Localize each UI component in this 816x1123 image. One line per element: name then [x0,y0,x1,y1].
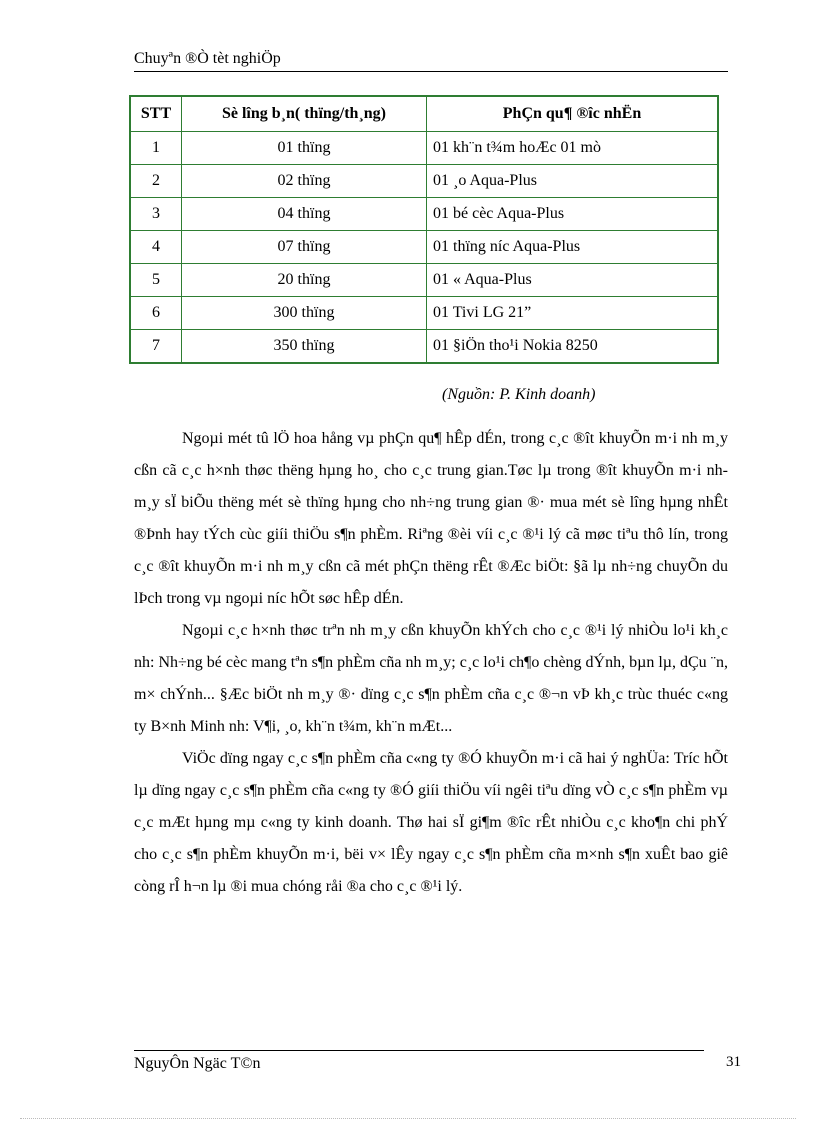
column-header-stt: STT [130,96,182,132]
cell-stt: 6 [130,297,182,330]
table-row [130,165,718,198]
cell-quantity: 07 thïng [182,231,427,264]
footer-divider [134,1050,704,1051]
page-bottom-dotted-line [20,1118,796,1119]
header-divider [134,71,728,72]
cell-quantity: 350 thïng [182,330,427,364]
column-header-quantity: Sè lîng b¸n( thïng/th¸ng) [182,96,427,132]
header-title: Chuyªn ®Ò tèt nghiÖp [134,50,281,67]
cell-quantity: 02 thïng [182,165,427,198]
cell-stt: 5 [130,264,182,297]
table-row [130,231,718,264]
cell-prize: 01 bé cèc Aqua-Plus [427,198,719,231]
table-source-note: (Nguồn: P. Kinh doanh) [442,386,596,403]
page-header [134,50,728,68]
cell-prize: 01 kh¨n t¾m hoÆc 01 mò [427,132,719,165]
table-row [130,264,718,297]
paragraph: Ngoµi mét tû lÖ hoa hång vµ phÇn qu¶ hÊp dÉn, trong c¸c ®ît khuyÕn m·i nh m¸y cßn cã c¸c h×nh thøc thëng hµng ho¸ cho c¸c trung gian.Tøc lµ trong ®ît khuyÕn m·i nh m¸y sÏ biÕu thëng mét sè thïng hµng cho nh÷ng trung gian ®· mua mét sè lîng hµng nhÊt ®Þnh hay tÝch cùc giíi thiÖu s¶n phÈm. Riªng ®èi víi c¸c ®¹i lý cã møc tiªu thô lín, trong c¸c ®ît khuyÕn m·i nh m¸y cßn cã mét phÇn thëng rÊt ®Æc biÖt: §ã lµ nh÷ng chuyÕn du lÞch trong vµ ngoµi níc hÕt søc hÊp dÉn. [134,430,728,607]
prize-table-container [129,95,719,364]
table-row [130,330,718,364]
cell-quantity: 20 thïng [182,264,427,297]
cell-stt: 3 [130,198,182,231]
cell-stt: 4 [130,231,182,264]
cell-prize: 01 ¸o Aqua-Plus [427,165,719,198]
column-header-prize: PhÇn qu¶ ®îc nhËn [427,96,719,132]
cell-prize: 01 « Aqua-Plus [427,264,719,297]
paragraph: ViÖc dïng ngay c¸c s¶n phÈm cña c«ng ty ®Ó khuyÕn m·i cã hai ý nghÜa: Tríc hÕt lµ dïng ngay c¸c s¶n phÈm cña c«ng ty ®Ó giíi thiÖu víi ngêi tiªu dïng vÒ c¸c s¶n phÈm vµ c¸c mÆt hµng mµ c«ng ty kinh doanh. Thø hai sÏ gi¶m ®îc rÊt nhiÒu c¸c kho¶n chi phÝ cho c¸c s¶n phÈm khuyÕn m·i, bëi v× lÊy ngay c¸c s¶n phÈm cña m×nh s¶n xuÊt bao giê còng rÎ h¬n lµ ®i mua chóng råi ®a cho c¸c ®¹i lý. [134,750,728,895]
cell-prize: 01 Tivi LG 21” [427,297,719,330]
cell-quantity: 01 thïng [182,132,427,165]
footer-author: NguyÔn Ngäc T©n [134,1055,261,1072]
page-number: 31 [726,1054,741,1070]
table-row [130,198,718,231]
cell-stt: 1 [130,132,182,165]
body-text [134,423,728,903]
cell-stt: 2 [130,165,182,198]
paragraph: Ngoµi c¸c h×nh thøc trªn nh m¸y cßn khuyÕn khÝch cho c¸c ®¹i lý nhiÒu lo¹i kh¸c nh: Nh÷ng bé cèc mang tªn s¶n phÈm cña nh m¸y; c¸c lo¹i ch¶o chèng dÝnh, bµn lµ, dÇu ¨n, m× chÝnh... §Æc biÖt nh m¸y ®· dïng c¸c s¶n phÈm cña c¸c ®¬n vÞ kh¸c trùc thuéc c«ng ty B×nh Minh nh: V¶i, ¸o, kh¨n t¾m, kh¨n mÆt... [134,622,728,735]
cell-stt: 7 [130,330,182,364]
cell-prize: 01 thïng níc Aqua-Plus [427,231,719,264]
cell-quantity: 04 thïng [182,198,427,231]
table-header-row [130,96,718,132]
prize-table [129,95,719,364]
table-row [130,132,718,165]
table-row [130,297,718,330]
cell-prize: 01 §iÖn tho¹i Nokia 8250 [427,330,719,364]
cell-quantity: 300 thïng [182,297,427,330]
